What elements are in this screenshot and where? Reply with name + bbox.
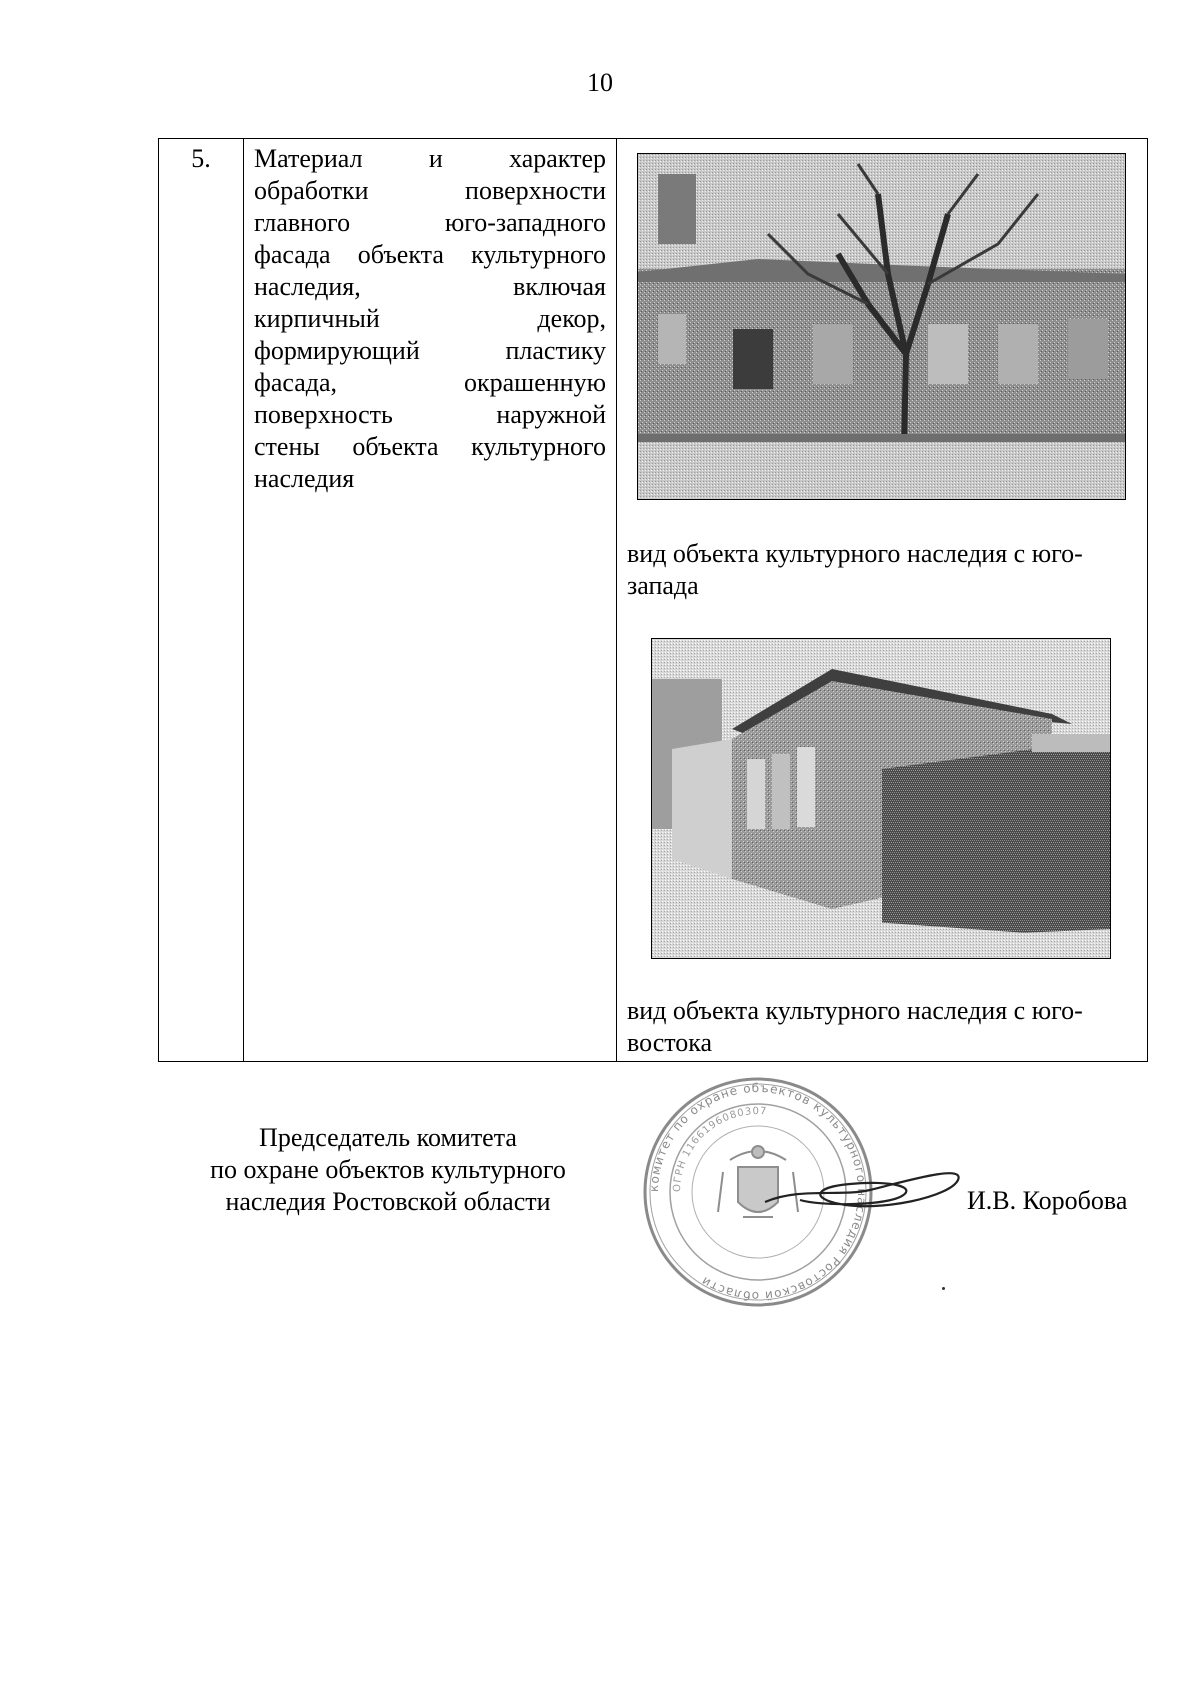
description-line: формирующий пластику	[254, 336, 606, 365]
description-line: фасада объекта культурного	[254, 240, 606, 269]
signer-position	[168, 1122, 608, 1218]
signer-name: И.В. Коробова	[967, 1186, 1128, 1215]
handwritten-signature	[760, 1142, 970, 1232]
description-line: главного юго-западного	[254, 208, 606, 237]
description-line: фасада, окрашенную	[254, 368, 606, 397]
ink-dot	[942, 1287, 945, 1290]
svg-text:комитет по охране объектов кул: комитет по охране объектов культурного наследия Ростовской области	[646, 1080, 870, 1304]
photo-southwest-caption: вид объекта культурного наследия с юго-запада	[627, 539, 1083, 600]
row-number: 5.	[159, 139, 244, 1062]
photo-southeast	[651, 638, 1111, 959]
photo-southwest-image	[638, 154, 1125, 499]
page-number: 10	[587, 68, 613, 97]
description-line: обработки поверхности	[254, 176, 606, 205]
description-line: наследия, включая	[254, 272, 606, 301]
description-line: поверхность наружной	[254, 400, 606, 429]
row-photos	[617, 139, 1148, 1062]
description-line: наследия	[254, 464, 355, 493]
photo-southwest	[637, 153, 1126, 500]
description-line: кирпичный декор,	[254, 304, 606, 333]
photo-southeast-caption: вид объекта культурного наследия с юго-востока	[627, 996, 1083, 1057]
signer-position-line: по охране объектов культурного	[210, 1155, 566, 1184]
photo-southeast-image	[652, 639, 1110, 958]
table-row	[159, 139, 1148, 1062]
signer-position-line: наследия Ростовской области	[225, 1187, 551, 1216]
description-line: стены объекта культурного	[254, 432, 606, 461]
row-description	[244, 139, 617, 1062]
description-line: Материал и характер	[254, 144, 606, 173]
signer-position-line: Председатель комитета	[259, 1123, 517, 1152]
heritage-table	[158, 138, 1148, 1062]
svg-text:ОГРН 1166196080307: ОГРН 1166196080307	[671, 1105, 768, 1193]
